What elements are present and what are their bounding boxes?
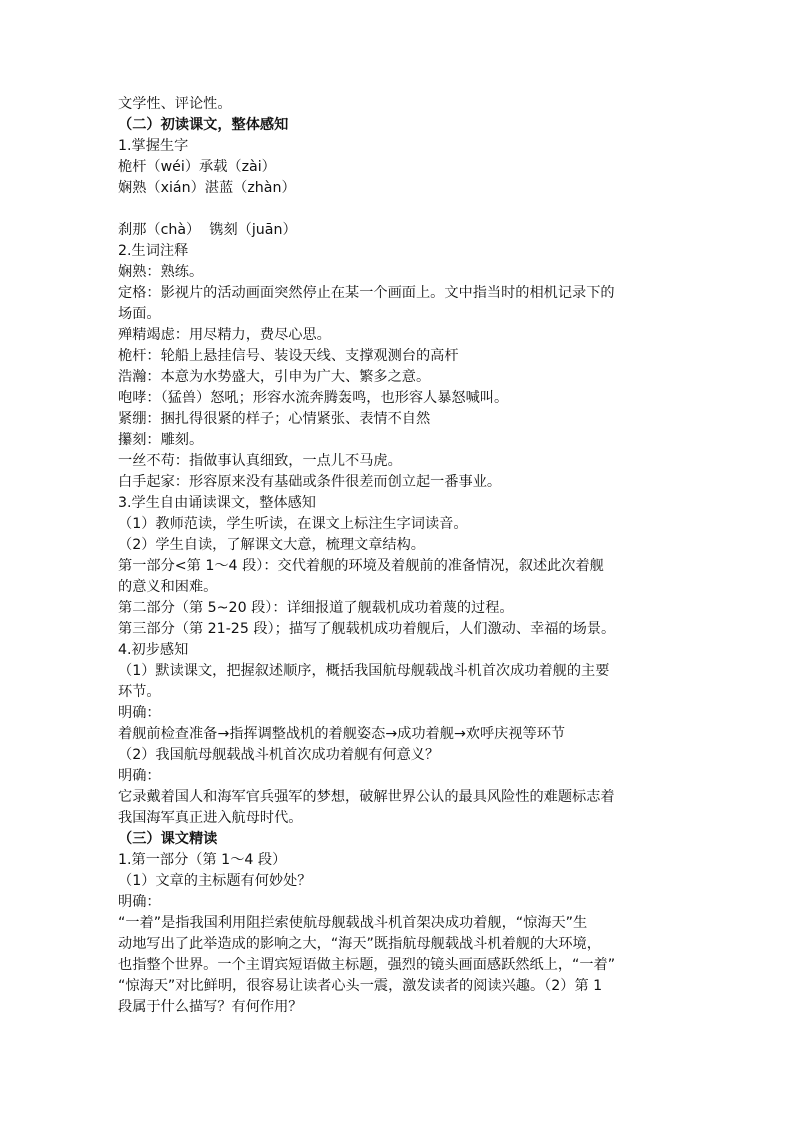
text-line: 动地写出了此举造成的影响之大，“海天”既指航母舰载战斗机着舰的大环境， xyxy=(118,936,601,952)
text-line: 第一部分<第 1～4 段）：交代着舰的环境及着舰前的准备情况，叙述此次着舰 xyxy=(118,558,604,574)
text-line: 1.掌握生字 xyxy=(118,138,189,154)
text-line: 攥刻：雕刻。 xyxy=(118,432,204,448)
text-line: 定格：影视片的活动画面突然停止在某一个画面上。文中指当时的相机记录下的 xyxy=(118,285,615,301)
text-line: 桅杆（wéi）承载（zài） xyxy=(118,159,276,175)
text-line: 它录戴着国人和海军官兵强军的梦想，破解世界公认的最具风险性的难题标志着 xyxy=(118,789,615,805)
text-line: （1）默读课文，把握叙述顺序，概括我国航母舰载战斗机首次成功着舰的主要 xyxy=(118,663,610,679)
text-line: 明确： xyxy=(118,894,161,910)
text-line: 段属于什么描写？有何作用？ xyxy=(118,999,303,1015)
text-line: 桅杆：轮船上悬挂信号、装设天线、支撑观测台的高杆 xyxy=(118,348,459,364)
text-line: 4.初步感知 xyxy=(118,642,189,658)
text-line: 殚精竭虑：用尽精力，费尽心思。 xyxy=(118,327,331,343)
text-line: 文学性、评论性。 xyxy=(118,96,232,112)
section-heading: （三）课文精读 xyxy=(118,831,218,847)
text-line: 白手起家：形容原来没有基础或条件很差而创立起一番事业。 xyxy=(118,474,502,490)
text-line: 的意义和困难。 xyxy=(118,579,218,595)
text-line: 第二部分（第 5~20 段）：详细报道了舰载机成功着蔑的过程。 xyxy=(118,600,514,616)
text-line: 3.学生自由诵读课文，整体感知 xyxy=(118,495,316,511)
text-line: 咆哮：（猛兽）怒吼；形容水流奔腾轰鸣，也形容人暴怒喊叫。 xyxy=(118,390,509,406)
text-line: 明确： xyxy=(118,705,161,721)
text-line: 一丝不苟：指做事认真细致，一点儿不马虎。 xyxy=(118,453,402,469)
section-heading: （二）初读课文，整体感知 xyxy=(118,117,289,133)
text-line: 紧绷：捆扎得很紧的样子；心情紧张、表情不自然 xyxy=(118,411,431,427)
text-line: 刹那（chà） 镌刻（juān） xyxy=(118,222,297,238)
text-line: 明确： xyxy=(118,768,161,784)
text-line: 第三部分（第 21-25 段）；描写了舰载机成功着舰后，人们激动、幸福的场景。 xyxy=(118,621,616,637)
text-line: （2）学生自读，了解课文大意，梳理文章结构。 xyxy=(118,537,425,553)
text-line: “惊海天”对比鲜明，很容易让读者心头一震，激发读者的阅读兴趣。（2）第 1 xyxy=(118,978,603,994)
text-line: 娴熟：熟练。 xyxy=(118,264,204,280)
text-line: 环节。 xyxy=(118,684,161,700)
text-line: “一着”是指我国利用阻拦索使航母舰载战斗机首架决成功着舰，“惊海天”生 xyxy=(118,915,588,931)
text-line: （1）文章的主标题有何妙处？ xyxy=(118,873,312,889)
text-line: 娴熟（xián）湛蓝（zhàn） xyxy=(118,180,296,196)
document-page xyxy=(118,94,678,1018)
text-line: 1.第一部分（第 1～4 段） xyxy=(118,852,287,868)
text-line: 着舰前检查准备→指挥调整战机的着舰姿态→成功着舰→欢呼庆视等环节 xyxy=(118,726,566,742)
text-line: （2）我国航母舰载战斗机首次成功着舰有何意义？ xyxy=(118,747,440,763)
blank-line xyxy=(118,199,678,220)
text-line: 也指整个世界。一个主谓宾短语做主标题，强烈的镜头画面感跃然纸上，“一着” xyxy=(118,957,616,973)
text-line: 2.生词注释 xyxy=(118,243,189,259)
text-line: 浩瀚：本意为水势盛大，引申为广大、繁多之意。 xyxy=(118,369,431,385)
text-line: 场面。 xyxy=(118,306,161,322)
text-line: （1）教师范读，学生听读，在课文上标注生字词读音。 xyxy=(118,516,468,532)
text-line: 我国海军真正进入航母时代。 xyxy=(118,810,303,826)
